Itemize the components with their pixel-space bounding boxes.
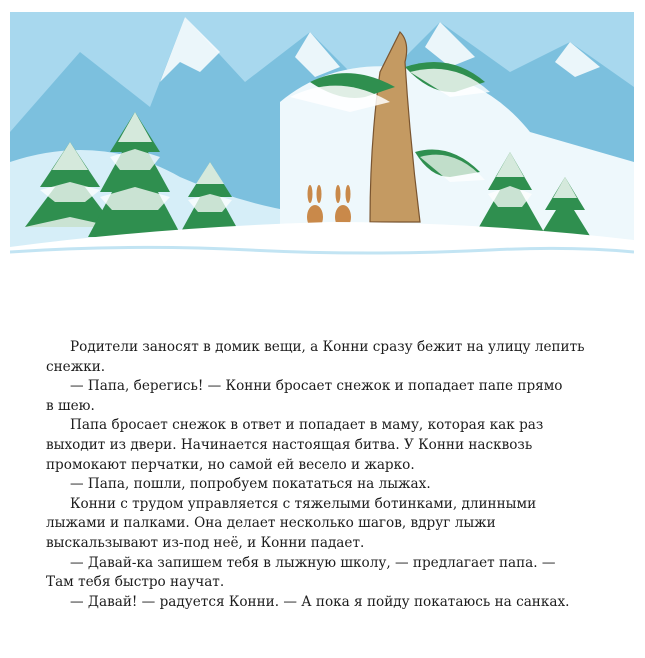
paragraph-1 bbox=[46, 338, 586, 377]
story-line: Там тебя быстро научат. bbox=[46, 574, 225, 591]
story-line: — Папа, берегись! — Конни бросает снежок и попадает папе прямо bbox=[70, 378, 563, 395]
paragraph-6 bbox=[46, 554, 586, 593]
winter-illustration bbox=[10, 12, 634, 274]
story-line: выходит из двери. Начинается настоящая битва. У Конни насквозь bbox=[46, 436, 533, 453]
paragraph-7 bbox=[46, 593, 586, 613]
story-line: Папа бросает снежок в ответ и попадает в маму, которая как раз bbox=[70, 417, 544, 434]
story-line: Конни с трудом управляется с тяжелыми ботинками, длинными bbox=[70, 495, 537, 512]
paragraph-3 bbox=[46, 416, 586, 475]
paragraph-5 bbox=[46, 495, 586, 554]
winter-scene bbox=[10, 12, 634, 274]
story-line: промокают перчатки, но самой ей весело и жарко. bbox=[46, 456, 415, 473]
story-text bbox=[46, 338, 586, 612]
story-line: — Давай-ка запишем тебя в лыжную школу, — предлагает папа. — bbox=[70, 554, 556, 571]
story-line: снежки. bbox=[46, 358, 106, 375]
paragraph-2 bbox=[46, 377, 586, 416]
story-line: — Давай! — радуется Конни. — А пока я пойду покатаюсь на санках. bbox=[70, 593, 570, 610]
story-line: в шею. bbox=[46, 397, 95, 414]
story-line: выскальзывают из-под неё, и Конни падает. bbox=[46, 534, 365, 551]
story-line: Родители заносят в домик вещи, а Конни сразу бежит на улицу лепить bbox=[70, 339, 585, 355]
paragraph-4 bbox=[46, 475, 586, 495]
story-line: лыжами и палками. Она делает несколько шагов, вдруг лыжи bbox=[46, 515, 496, 532]
story-line: — Папа, пошли, попробуем покататься на лыжах. bbox=[70, 476, 431, 493]
